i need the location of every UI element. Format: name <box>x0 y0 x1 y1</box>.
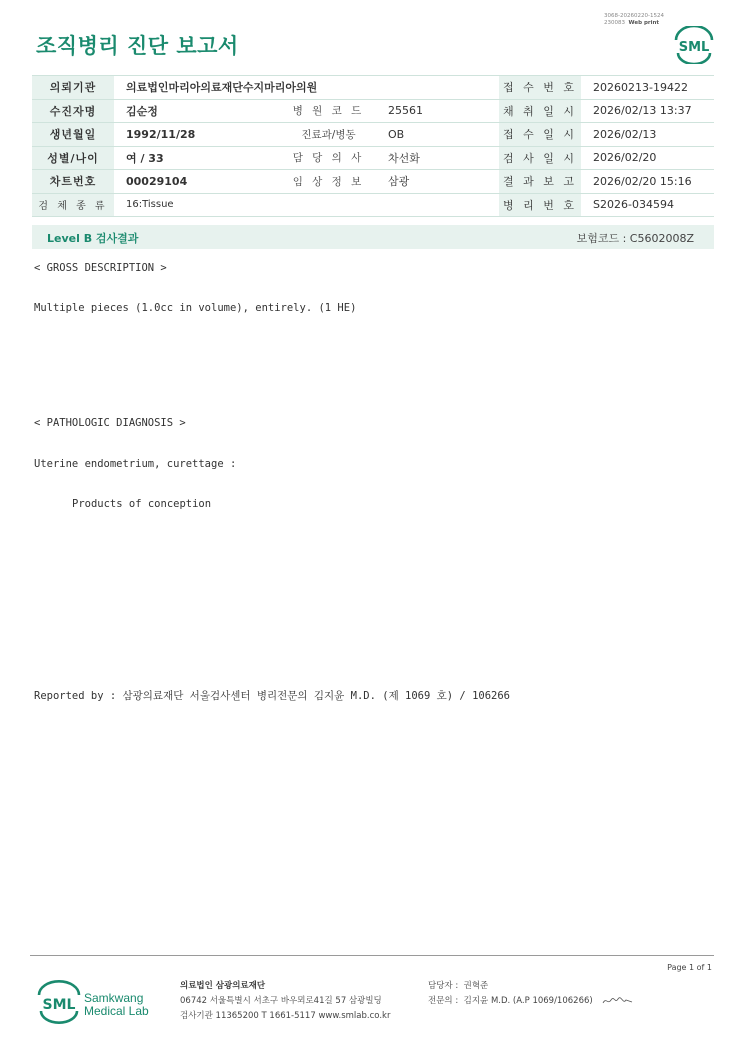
samkwang-logo-name1: Samkwang <box>84 991 144 1005</box>
samkwang-logo <box>36 980 166 1028</box>
result-level-label: Level B 검사결과 <box>47 232 139 245</box>
info-value-collection-time: 2026/02/13 13:37 <box>581 99 714 123</box>
info-value-pathology-no: S2026-034594 <box>581 193 714 217</box>
info-label: 접 수 번 호 <box>499 76 581 100</box>
footer-manager: 담당자 : 권혁준 <box>428 981 489 991</box>
info-value-sex-age: 여 / 33 <box>114 146 281 170</box>
info-label: 차트번호 <box>32 170 114 194</box>
sml-logo <box>672 26 716 64</box>
insurance-code: 보험코드 : C5602008Z <box>576 232 694 245</box>
info-value-institution: 의료법인마리아의료재단수지마리아의원 <box>114 76 499 100</box>
info-label: 성별/나이 <box>32 146 114 170</box>
info-value-test-date: 2026/02/20 <box>581 146 714 170</box>
info-value-clinical-info: 삼광 <box>376 170 499 194</box>
gross-heading: < GROSS DESCRIPTION > <box>34 262 167 274</box>
diagnosis-heading: < PATHOLOGIC DIAGNOSIS > <box>34 417 186 429</box>
info-label: 진료과/병동 <box>281 123 376 147</box>
footer-contact: 검사기관 11365200 T 1661-5117 www.smlab.co.kr <box>180 1011 391 1021</box>
info-value-physician: 차선화 <box>376 146 499 170</box>
sml-logo-text: SML <box>678 40 710 55</box>
info-value-department: OB <box>376 123 499 147</box>
info-label: 검 체 종 류 <box>32 193 114 217</box>
info-label: 병 리 번 호 <box>499 193 581 217</box>
info-label: 병 원 코 드 <box>281 99 376 123</box>
info-label: 생년월일 <box>32 123 114 147</box>
result-level-bar <box>32 225 714 249</box>
info-label: 채 취 일 시 <box>499 99 581 123</box>
footer-staff-block <box>428 979 635 1009</box>
gross-text: Multiple pieces (1.0cc in volume), entirely. (1 HE) <box>34 302 357 314</box>
info-label: 수진자명 <box>32 99 114 123</box>
document-id-line1: 3068-20260220-1524 <box>604 13 664 19</box>
info-value-chart-no: 00029104 <box>114 170 281 194</box>
document-id-line2: 230083 Web print <box>604 20 660 26</box>
info-row <box>32 123 714 147</box>
info-label: 의뢰기관 <box>32 76 114 100</box>
footer-divider <box>30 955 714 956</box>
info-label: 임 상 정 보 <box>281 170 376 194</box>
report-title: 조직병리 진단 보고서 <box>36 34 239 58</box>
info-value-hospital-code: 25561 <box>376 99 499 123</box>
info-value-specimen: 16:Tissue <box>114 193 499 217</box>
info-value-received-date: 2026/02/13 <box>581 123 714 147</box>
info-row <box>32 76 714 100</box>
info-value-report-time: 2026/02/20 15:16 <box>581 170 714 194</box>
info-label: 접 수 일 시 <box>499 123 581 147</box>
sml-logo-icon <box>672 26 716 64</box>
info-row <box>32 193 714 217</box>
reported-by: Reported by : 삼광의료재단 서울검사센터 병리전문의 김지윤 M.D. (제 1069 호) / 106266 <box>34 690 511 702</box>
signature-icon <box>601 995 635 1007</box>
footer-address: 06742 서울특별시 서초구 바우뫼로41길 57 삼광빌딩 <box>180 996 382 1006</box>
samkwang-logo-icon <box>36 980 166 1028</box>
diagnosis-text: Products of conception <box>72 498 212 510</box>
footer-specialist: 전문의 : 김지윤 M.D. (A.P 1069/106266) <box>428 994 635 1009</box>
patient-info-table <box>32 75 714 217</box>
info-row <box>32 99 714 123</box>
footer-org-name: 의료법인 삼광의료재단 <box>180 981 266 991</box>
footer-org-block <box>180 979 390 1024</box>
samkwang-logo-sml: SML <box>42 997 76 1013</box>
info-value-patient-name: 김순정 <box>114 99 281 123</box>
samkwang-logo-name2: Medical Lab <box>84 1004 149 1018</box>
document-id <box>604 13 664 27</box>
info-row <box>32 146 714 170</box>
info-label: 검 사 일 시 <box>499 146 581 170</box>
info-label: 결 과 보 고 <box>499 170 581 194</box>
info-row <box>32 170 714 194</box>
diagnosis-site: Uterine endometrium, curettage : <box>34 458 237 470</box>
info-label: 담 당 의 사 <box>281 146 376 170</box>
info-value-accession-no: 20260213-19422 <box>581 76 714 100</box>
page-number: Page 1 of 1 <box>667 963 712 972</box>
info-value-birthdate: 1992/11/28 <box>114 123 281 147</box>
